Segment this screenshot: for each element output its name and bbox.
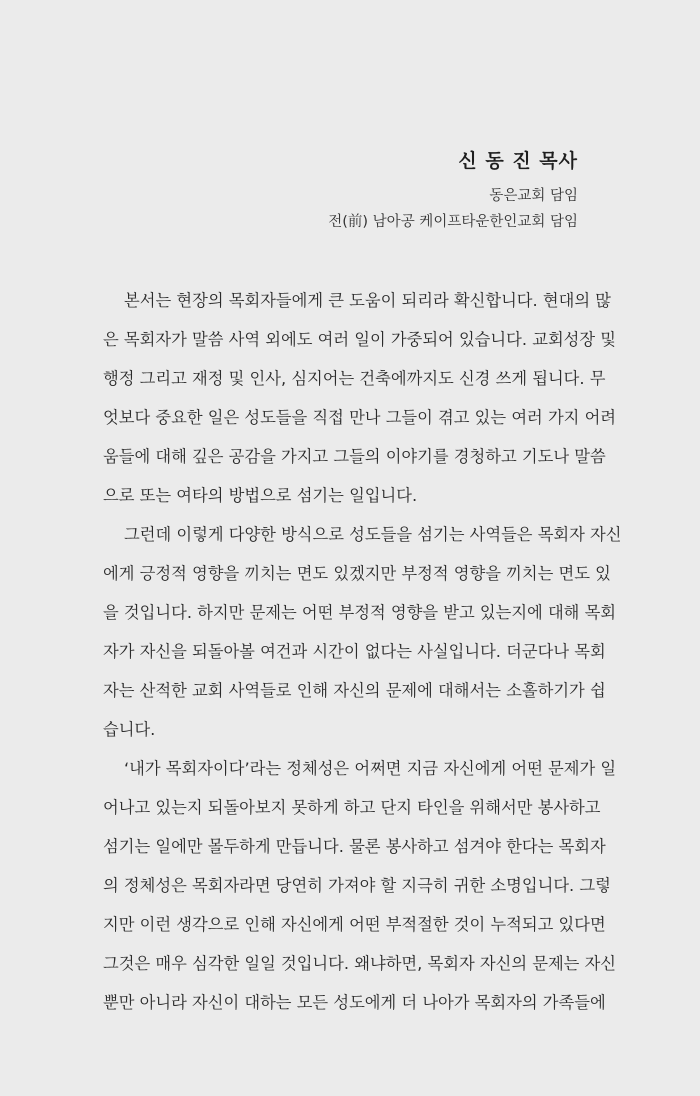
text-line: 습니다. xyxy=(103,720,156,739)
text-line: 을 것입니다. 하지만 문제는 어떤 부정적 영향을 받고 있는지에 대해 목회 xyxy=(103,603,617,622)
text-line: 어나고 있는지 되돌아보지 못하게 하고 단지 타인을 위해서만 봉사하고 xyxy=(103,798,601,817)
author-role-former: 전(前) 남아공 케이프타운한인교회 담임 xyxy=(328,214,578,230)
text-line: 본서는 현장의 목회자들에게 큰 도움이 되리라 확신합니다. 현대의 많 xyxy=(124,291,611,310)
text-line: 뿐만 아니라 자신이 대하는 모든 성도에게 더 나아가 목회자의 가족들에 xyxy=(103,993,606,1012)
text-line: 지만 이런 생각으로 인해 자신에게 어떤 부적절한 것이 누적되고 있다면 xyxy=(103,915,606,934)
text-line: 행정 그리고 재정 및 인사, 심지어는 건축에까지도 신경 쓰게 됩니다. 무 xyxy=(103,369,606,388)
text-line: 은 목회자가 말씀 사역 외에도 여러 일이 가중되어 있습니다. 교회성장 및 xyxy=(103,330,617,349)
text-line: 섬기는 일에만 몰두하게 만듭니다. 물론 봉사하고 섬겨야 한다는 목회자 xyxy=(103,837,606,856)
text-line: 그런데 이렇게 다양한 방식으로 성도들을 섬기는 사역들은 목회자 자신 xyxy=(124,525,622,544)
text-line: 움들에 대해 깊은 공감을 가지고 그들의 이야기를 경청하고 기도나 말씀 xyxy=(103,447,606,466)
text-line: 엇보다 중요한 일은 성도들을 직접 만나 그들이 겪고 있는 여러 가지 어려 xyxy=(103,408,617,427)
text-line: 자가 자신을 되돌아볼 여건과 시간이 없다는 사실입니다. 더군다나 목회 xyxy=(103,642,606,661)
text-line: 그것은 매우 심각한 일일 것입니다. 왜냐하면, 목회자 자신의 문제는 자신 xyxy=(103,954,617,973)
text-line: 으로 또는 여타의 방법으로 섬기는 일입니다. xyxy=(103,486,418,505)
text-line: 의 정체성은 목회자라면 당연히 가져야 할 지극히 귀한 소명입니다. 그렇 xyxy=(103,876,611,895)
text-line: 에게 긍정적 영향을 끼치는 면도 있겠지만 부정적 영향을 끼치는 면도 있 xyxy=(103,564,611,583)
text-line: 자는 산적한 교회 사역들로 인해 자신의 문제에 대해서는 소홀하기가 쉽 xyxy=(103,681,606,700)
author-name: 신 동 진 목사 xyxy=(458,150,578,172)
text-line: ‘내가 목회자이다’라는 정체성은 어쩌면 지금 자신에게 어떤 문제가 일 xyxy=(124,759,617,778)
author-role-current: 동은교회 담임 xyxy=(489,188,578,204)
